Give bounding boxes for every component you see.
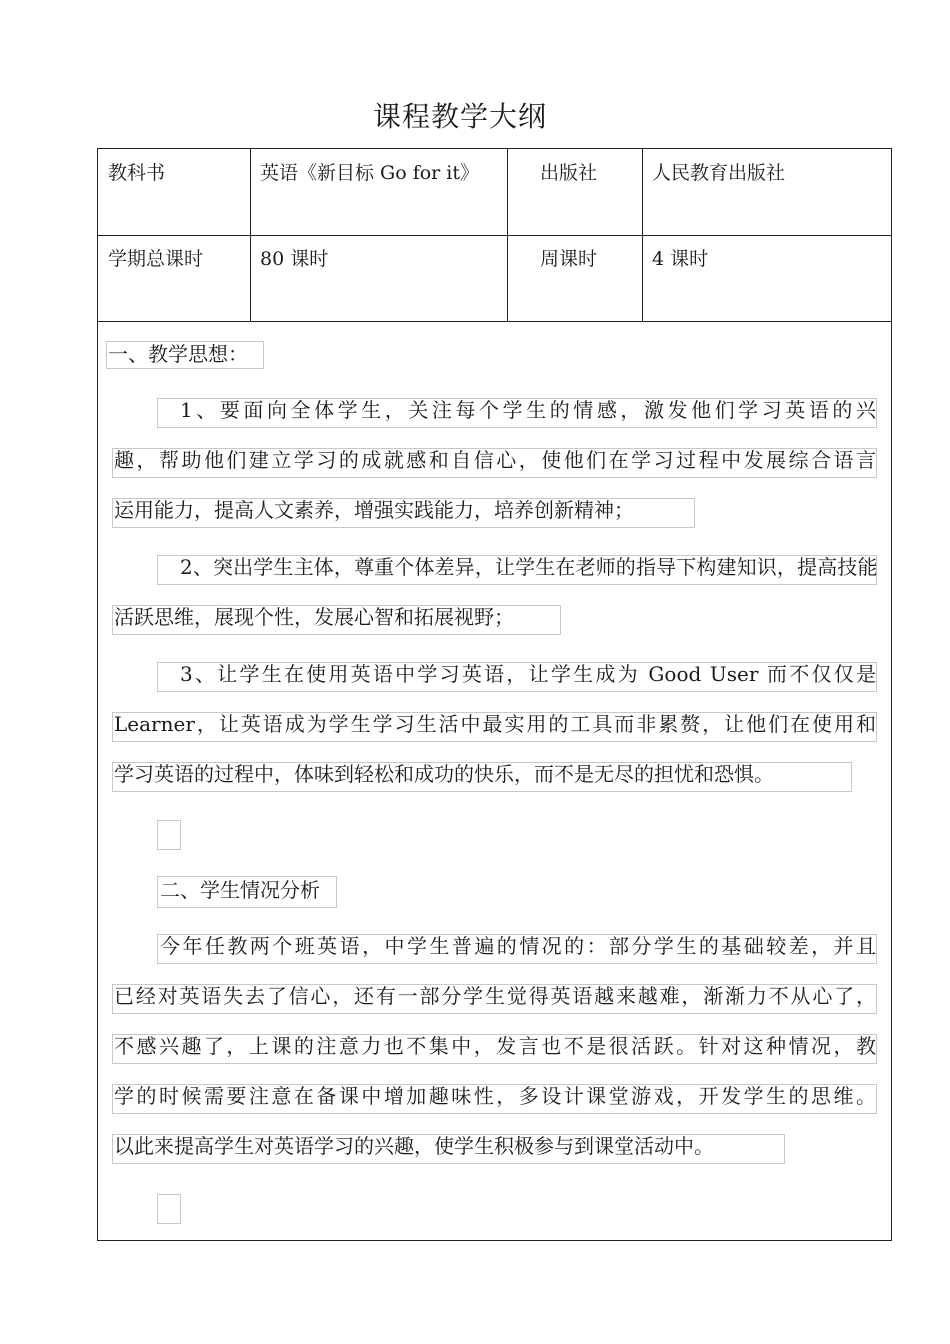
section1-p3-line1: 3、让学生在使用英语中学习英语，让学生成为 Good User 而不仅仅是 [180,662,876,686]
section2-p1-line4: 学的时候需要注意在备课中增加趣味性，多设计课堂游戏，开发学生的思维。 [114,1084,876,1108]
section1-p1-line2: 趣，帮助他们建立学习的成就感和自信心，使他们在学习过程中发展综合语言 [114,448,876,472]
section1-p1-line3: 运用能力，提高人文素养，增强实践能力，培养创新精神； [114,498,634,522]
total-hours-value: 80 课时 [260,248,329,270]
document-title: 课程教学大纲 [372,100,547,133]
section1-p3-line3: 学习英语的过程中，体味到轻松和成功的快乐，而不是无尽的担忧和恐惧。 [114,762,774,786]
section1-heading: 一、教学思想： [108,342,248,366]
syllabus-table [97,148,892,1241]
weekly-hours-label: 周课时 [540,248,598,270]
total-hours-label: 学期总课时 [108,248,204,270]
section1-p1-line1: 1、要面向全体学生，关注每个学生的情感，激发他们学习英语的兴 [180,398,876,422]
column-divider [250,149,251,321]
textbook-label: 教科书 [108,162,166,184]
section1-p2-line2: 活跃思维，展现个性，发展心智和拓展视野； [114,605,514,629]
textbook-value: 英语《新目标 Go for it》 [260,162,480,184]
publisher-value: 人民教育出版社 [652,162,786,184]
section2-p1-line5: 以此来提高学生对英语学习的兴趣，使学生积极参与到课堂活动中。 [114,1134,714,1158]
column-divider [507,149,508,321]
empty-text-frame [157,820,181,850]
section2-p1-line1: 今年任教两个班英语，中学生普遍的情况的：部分学生的基础较差，并且 [160,934,876,958]
column-divider [642,149,643,321]
section1-p2-line1: 2、突出学生主体，尊重个体差异，让学生在老师的指导下构建知识，提高技能 [180,555,876,579]
empty-text-frame [157,1194,181,1224]
section1-p3-line2: Learner，让英语成为学生学习生活中最实用的工具而非累赘，让他们在使用和 [114,712,876,736]
section2-p1-line2: 已经对英语失去了信心，还有一部分学生觉得英语越来越难，渐渐力不从心了， [114,984,876,1008]
section2-heading: 二、学生情况分析 [160,878,320,902]
weekly-hours-value: 4 课时 [652,248,709,270]
section2-p1-line3: 不感兴趣了，上课的注意力也不集中，发言也不是很活跃。针对这种情况，教 [114,1034,876,1058]
row-divider [98,321,891,322]
publisher-label: 出版社 [540,162,598,184]
row-divider [98,235,891,236]
